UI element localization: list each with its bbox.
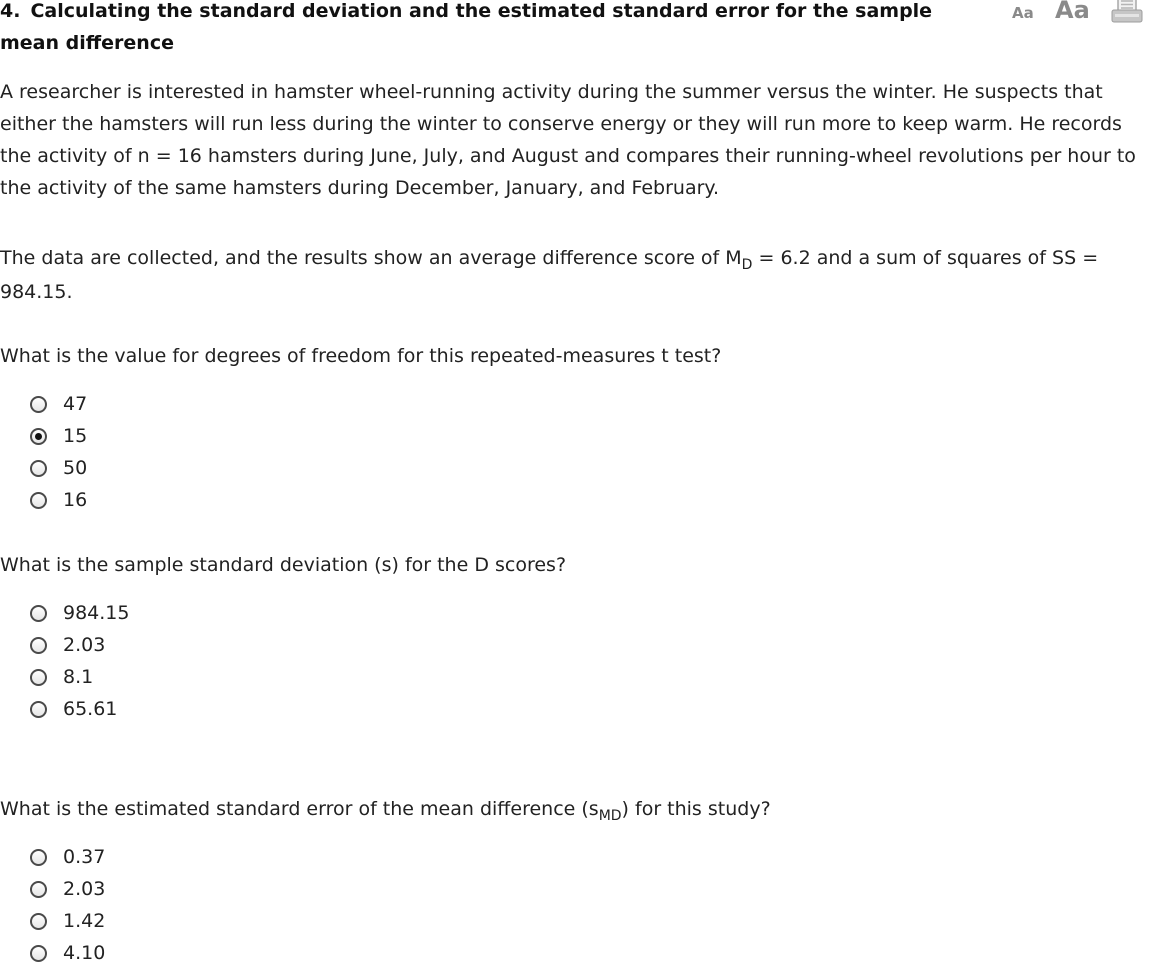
option-se-0-37[interactable]	[30, 841, 105, 873]
option-sd-65-61[interactable]	[30, 693, 129, 725]
question-title	[0, 0, 960, 59]
option-label: 8.1	[63, 666, 94, 688]
question-number: 4.	[0, 0, 21, 22]
radio-button[interactable]	[30, 637, 47, 654]
scenario-paragraph: A researcher is interested in hamster wheel-running activity during the summer versus the winter. He suspects that either the hamsters will run less during the winter to conserve energy or they will run more to keep warm. He records the activity of n = 16 hamsters during June, July, and August and compares their running-wheel revolutions per hour to the activity of the same hamsters during December, January, and February.	[0, 81, 1136, 199]
radio-button[interactable]	[30, 605, 47, 622]
option-df-50[interactable]	[30, 452, 87, 484]
radio-button[interactable]	[30, 849, 47, 866]
radio-button-selected[interactable]	[30, 428, 47, 445]
question-se-prompt	[0, 793, 771, 827]
radio-button[interactable]	[30, 913, 47, 930]
option-df-15[interactable]	[30, 420, 87, 452]
question-df-options	[30, 388, 87, 516]
option-sd-8-1[interactable]	[30, 661, 129, 693]
question-sd-options	[30, 597, 129, 725]
option-label: 1.42	[63, 910, 106, 932]
question-title-text: Calculating the standard deviation and the estimated standard error for the sample mean difference	[0, 0, 933, 54]
option-label: 2.03	[63, 634, 106, 656]
question-df-prompt: What is the value for degrees of freedom for this repeated-measures t test?	[0, 345, 722, 367]
option-label: 47	[63, 393, 88, 415]
radio-button[interactable]	[30, 460, 47, 477]
option-se-4-10[interactable]	[30, 937, 105, 969]
increase-text-size-button[interactable]: Aa	[1055, 0, 1090, 24]
smd-subscript: MD	[598, 808, 622, 824]
radio-button[interactable]	[30, 669, 47, 686]
option-label: 0.37	[63, 846, 106, 868]
radio-button[interactable]	[30, 945, 47, 962]
decrease-text-size-button[interactable]: Aa	[1012, 4, 1034, 22]
option-label: 2.03	[63, 878, 106, 900]
results-text-before: The data are collected, and the results show an average difference score of M	[0, 247, 742, 269]
results-text-after: = 6.2 and a sum of squares of SS = 984.15.	[0, 247, 1099, 303]
option-label: 16	[63, 489, 88, 511]
results-paragraph	[0, 242, 1150, 308]
radio-button[interactable]	[30, 396, 47, 413]
radio-button[interactable]	[30, 701, 47, 718]
option-label: 4.10	[63, 942, 106, 964]
print-icon	[1111, 0, 1143, 24]
se-prompt-after: ) for this study?	[621, 798, 771, 820]
option-label: 65.61	[63, 698, 118, 720]
option-sd-984-15[interactable]	[30, 597, 129, 629]
text-tools	[1010, 0, 1152, 26]
option-label: 50	[63, 457, 88, 479]
question-se-options	[30, 841, 105, 969]
question-sd-prompt: What is the sample standard deviation (s) for the D scores?	[0, 554, 567, 576]
option-df-47[interactable]	[30, 388, 87, 420]
md-subscript: D	[741, 257, 753, 273]
radio-button[interactable]	[30, 492, 47, 509]
option-df-16[interactable]	[30, 484, 87, 516]
question-header	[0, 0, 960, 64]
option-sd-2-03[interactable]	[30, 629, 129, 661]
option-se-1-42[interactable]	[30, 905, 105, 937]
option-label: 15	[63, 425, 88, 447]
option-label: 984.15	[63, 602, 130, 624]
print-button[interactable]	[1111, 0, 1143, 24]
option-se-2-03[interactable]	[30, 873, 105, 905]
radio-button[interactable]	[30, 881, 47, 898]
se-prompt-before: What is the estimated standard error of the mean difference (s	[0, 798, 599, 820]
